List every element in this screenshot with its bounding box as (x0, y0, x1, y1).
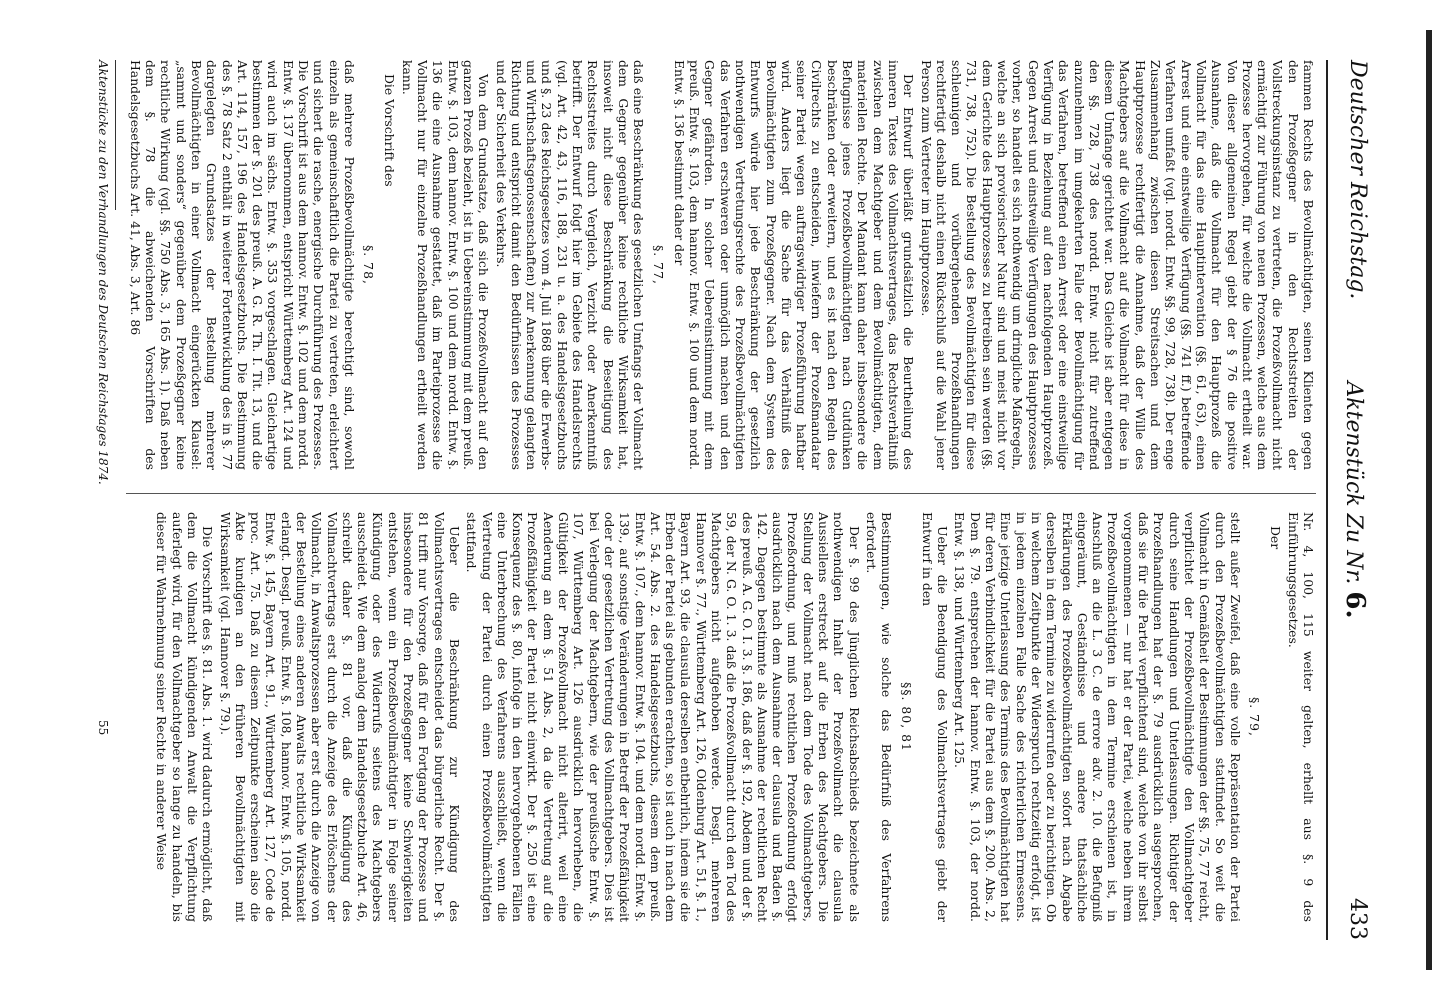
header-rule (1326, 60, 1328, 940)
section-heading: §§. 80, 81 (898, 682, 914, 752)
paragraph: Die Vorschrift des (382, 74, 398, 187)
digitization-credit (1110, 0, 1136, 1000)
paragraph: daß mehrere Prozeßbevollmächtigte berechtigt sind, sowohl einzeln als gemeinschaftlich die Partei zu vertreten, erleichtert und sichert die rasche, energische Durchführung des Prozesses. Die Vorschrift ist aus dem hannov. Entw. §. 102 und dem nordd. Entw. §. 137 übernommen, entspricht Württemberg Art. 124 und wird auch im sächs. Entw. §. 353 vorgeschlagen. Gleichartige bestimmen der §. 201 des preuß. A. G. R. Th. I. Tit. 13, und die Art. 114, 157, 196 des Handelsgesetzbuchs. Die Bestimmung des §. 78 Satz 2 enthält in weiterer Fortentwicklung des in §. 77 dargelegten Grundsatzes der Bestellung mehrerer Bevollmächtigten in einer Vollmacht eingerückten Klausel: „sammt und sonders“ gegenüber dem Prozeßgegner keine rechtliche Wirkung (vgl. §§. 750 Abs. 3, 165 Abs. 1). Daß neben dem §. 78 die abweichenden Vorschriften des Handelsgesetzbuchs Art. 41, Abs. 3, Art. 86 (127, 60, 357, 470)
paragraph: Nr. 4, 100, 115 weiter gelten, erhellt aus §. 9 des Einführungsgesetzes. (1285, 512, 1316, 922)
page-number: 433 (1345, 898, 1370, 940)
footer-note: Aktenstücke zu den Verhandlungen des Deutschen Reichstages 1874. (96, 60, 110, 485)
header-ref-prefix: Aktenstück Zu Nr. (1341, 381, 1366, 585)
section-heading: §. 77, (650, 245, 666, 285)
paragraph: Der Entwurf überläßt grundsätzlich die Beurtheilung des inneren Textes des Vollmachtsvertrages, das Rechtsverhältniß zwischen dem Machtgeber und dem Bevollmächtigten, dem materiellen Rechte. Der Mandant kann daher insbesondere die Befugnisse jenes Prozeßbevollmächtigten nach Gutdünken beschränken oder erweitern, und es ist nach den Regeln des Civilrechts zu entscheiden, inwiefern der Prozeßmandatar seiner Partei wegen auftragswidriger Prozeßführung haftbar wird. Anders liegt die Sache für das Verhältniß des Bevollmächtigten zum Prozeßgegner. Nach dem System des Entwurfs würde hier jede Beschränkung der gesetzlich nothwendigen Vertretungsrechte des Prozeßbevollmächtigten das Verfahren erschweren oder unmöglich machen und den Gegner gefährden. In solcher Uebereinstimmung mit dem preuß. Entw. §. 103, dem hannov. Entw. §. 100 und dem nordd. Entw. §. 136 bestimmt daher der (671, 60, 917, 470)
left-text-column (126, 60, 1316, 470)
paragraph: Ueber die Beschränkung zur Kündigung des Vollmachtsvertrages entscheidet das bürgerliche Recht. Der §. 81 trifft nur Vorsorge, daß für den Fortgang der Prozesse und insbesondere für den Prozeßgegner keine Schwierigkeiten entstehen, wenn ein Prozeßbevollmächtigter in Folge seiner Kündigung oder des Widerrufs seitens des Machtgebers ausscheidet. Wie dem analog dem Handelsgesetzbuche Art. 46, schreibt daher §. 81 vor, daß die Kündigung des Vollmachtvertrags erst durch die Anzeige des Erlöschens der Vollmacht, in Anwaltsprozessen aber erst durch die Anzeige von der Bestellung eines anderen Anwalts rechtliche Wirksamkeit erlangt. Desgl. preuß. Entw. §. 108, hannov. Entw. §. 105, nordd. Entw. §. 145, Bayern Art. 91., Württemberg Art. 127, Code de proc. Art. 75. Daß zu diesem Zeitpunkte erscheinen also die Akte kundigen an den früheren Bevollmächtigten mit Wirksamkeit (vgl. Hannover §. 79.). (217, 512, 462, 922)
paragraph: Der (1268, 526, 1284, 550)
header-document-ref (1340, 60, 1370, 940)
paragraph: Ueber die Beendigung des Vollmachtsvertrages giebt der Entwurf in den (919, 512, 951, 922)
top-border-rule (1426, 30, 1432, 970)
paragraph: daß eine Beschränkung des gesetzlichen Umfangs der Vollmacht dem Gegner gegenüber keine rechtliche Wirksamkeit hat, insoweit nicht diese Beschränkung die Beseitigung des Rechtsstreites durch Vergleich, Verzicht oder Anerkenntniß betrifft. Der Entwurf folgt hier im Gebiete des Handelsrechts (vgl. Art. 42, 43, 116, 188, 231 u. a. des Handelsgesetzbuchs und §. 23 des Reichsgesetzes vom 4. Juli 1868 über die Erwerbs- und Wirthschaftsgenossenschaften) zur Anerkennung gelangten Richtung und entspricht damit den Bedürfnissen des Prozesses und der Sicherheit des Verkehrs. (493, 60, 647, 470)
page-header (1336, 60, 1370, 940)
sheet-signature: 55 (96, 720, 110, 736)
right-text-column (126, 512, 1316, 922)
footer-rule (115, 60, 116, 210)
paragraph: Die Vorschrift des §. 81. Abs. 1. wird dadurch ermöglicht, daß dem die Vollmacht kündigenden Anwalt die Verpflichtung auferlegt wird, für den Vollmachtgeber so lange zu handeln, bis dieser für Wahrnehmung seiner Rechte in anderer Weise (154, 512, 216, 922)
section-heading: §. 78, (361, 245, 377, 285)
paragraph: Der §. 99 des Jünglichen Reichsabschieds bezeichnete als nothwendigen Inhalt der Prozeßvollmacht die clausula Aussiellens erstreckt auf die Erben des Machtgebers. Die Stellung der Vollmacht nach dem Tode des Vollmachtgebers, Prozeßordnung, und muß rechtlichen Prozeßordnung erfolgt ausdrücklich nach dem Ausnahme der clausula und Baden §. 142. Dagegen bestimmte als Ausnahme der rechtlichen Recht des preuß. A. G. O. I. 3. §. 186, daß der §. 192, Abdem und der §. 59, der N. G. O. 1. 3. daß die Prozeßvollmacht durch den Tod des Machtgebers nicht aufgehoben werde. Desgl. mehreren Hannover §. 77., Württemberg Art. 126, Oldenburg Art. 51, §. 1., Bayern Art. 93, die clausula derselben entbehrlich, indem sie die Erben der Partei als gebunden erachten, so ist auch in nach dem Art. 54. Abs. 2. des Handelsgesetzbuchs, diesem dem preuß. Entw. §. 107., dem hannov. Entw. §. 104. und dem nordd. Entw. §. 139., auf sonstige Veränderungen in Betreff der Prozeßfähigkeit oder der gesetzlichen Vertretung des Vollmachtgebers. Dies ist bei Verlegung der Machtgebern, wie der preußische Entw. §. 107, Württemberg Art. 126 ausdrücklich hervorheben, die Gültigkeit der Prozeßvollmacht nicht alterirt, weil eine Aenderung an dem §. 51 Abs. 2, da die Vertretung auf die Prozeßfähigkeit der Partei nicht einwirkt. Der §. 250 ist eine Konsequenz des §. 80, infolge in den hervorgehobenen Fällen eine Unterbrechung des Verfahrens ausschließt, wenn die Vertretung der Partei durch einen Prozeßbevollmächtigten stattfand. (464, 512, 862, 922)
paragraph: Von dem Grundsatze, daß sich die Prozeßvollmacht auf den ganzen Prozeß bezieht, ist in Uebereinstimmung mit dem preuß. Entw. §. 103, dem hannov. Entw. §. 100 und dem nordd. Entw. §. 136 die eine Ausnahme gestattet, daß im Parteiprozesse die Vollmacht nur für einzelne Prozeßhandlungen ertheilt werden kann. (399, 60, 492, 470)
header-ref-number: 6. (1340, 591, 1370, 619)
header-title: Deutscher Reichstag. (1345, 60, 1370, 300)
column-divider (126, 493, 1316, 494)
paragraph: fammen Rechts des Bevollmächtigten, seinen Klienten gegen den Prozeßgegner in den Rechtsstreiten der Vollstreckungsinstanz zu vertreten, die Prozeßvollmacht nicht ermächtigt zur Führung von neuen Prozessen, welche aus dem Prozesse hervorgehen, für welche die Vollmacht ertheilt war. Von dieser allgemeinen Regel giebt der § 76 die positive Ausnahme, daß die Vollmacht für den Hauptprozeß die Vollmacht für das eine Hauptintervention (§§. 61, 63), einen Arrest und eine einstweilige Verfügung (§§. 741 ff.) betreffende Verfahren umfaßt (vgl. nordd. Entw. §§. 99, 728, 738). Der enge Zusammenhang zwischen diesen Streitsachen und dem Hauptprozesse rechtfertigt die Annahme, daß der Wille des Machtgebers auf die Vollmacht auf die Vollmacht für diese in diesem Umfange gerichtet war. Das Gleiche ist aber entgegen den §§. 728, 738 des nordd. Entw. nicht für zutreffend anzunehmen im umgekehrten Falle der Bevollmächtigung für das Verfahren, betreffend einen Arrest oder eine einstweilige Verfügung in Beziehung auf den nachfolgenden Hauptprozeß. Gegen Arrest und einstweilige Verfügungen des Hauptprozesses vorher, so handelt es sich nothwendig um dringliche Maßregeln, welche an sich provisorischer Natur sind und meist nicht vor dem Gerichte des Hauptprozesses zu betreiben sein werden (§§. 731, 738, 752). Die Bestellung des Bevollmächtigten für diese schleunigen und vorübergehenden Prozeßhandlungen rechtfertigt deshalb nicht einen Rückschluß auf die Wahl jener Person zum Vertreter im Hauptprozesse. (918, 60, 1316, 470)
paragraph: stellt außer Zweifel, daß eine volle Repräsentation der Partei durch den Prozeßbevollmächtigten stattfindet. So weit die Vollmacht in Gemäßheit der Bestimmungen der §§. 75, 77 reicht, verpflichtet der Prozeßbevollmächtigte den Vollmachtgeber durch seine Handlungen und Unterlassungen. Richtiger der Prozeßhandlungen hat der §. 79 ausdrücklich ausgesprochen, daß sie für die Partei verpflichtend sind, welche von ihr selbst vorgenommenen — nur hat er der Partei, welche neben ihrem Prozeßbevollmächtigten in dem Termine erschienen ist, in Anschluß an die L. 3 C. de errore adv. 2. 10. die Befugniß eingeräumt, Geständnisse und andere thatsächliche Erklärungen des Prozeßbevollmächtigten sofort nach Abgabe derselben in dem Termine zu widerrufen oder zu berichtigen. Ob in welchem Zeitpunkte der Widerspruch rechtzeitig erfolgt, ist in jedem einzelnen Falle Sache des richterlichen Ermessens. Eine jetzige Unterlassung des Termins des Bevollmächtigten hat für deren Verbindlichkeit für die Partei aus dem §. 200. Abs. 2, Dem §. 79. entsprechen der hannov. Entw. §. 103, der nordd. Entw. §. 138, und Württemberg Art. 125. (952, 512, 1243, 922)
section-heading: §. 79, (1247, 697, 1263, 737)
paragraph: Bestimmungen, wie solche das Bedürfniß des Verfahrens erfordert. (863, 512, 895, 922)
